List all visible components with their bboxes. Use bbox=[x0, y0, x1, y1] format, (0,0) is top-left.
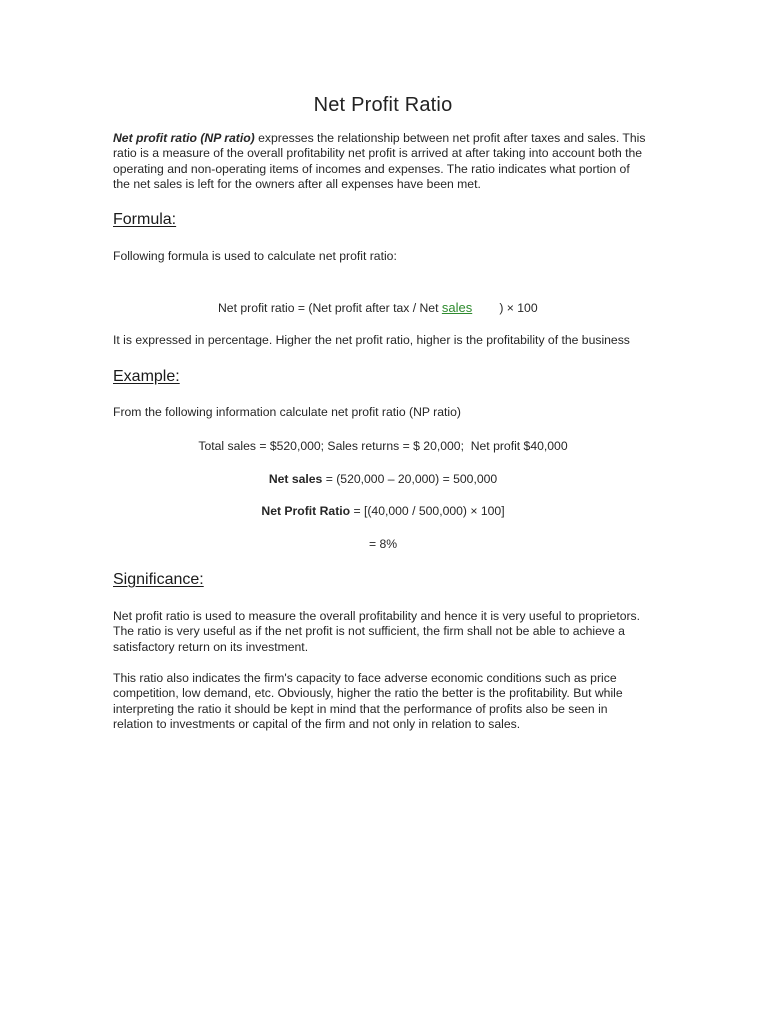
npr-result: = 8% bbox=[368, 537, 398, 551]
formula-heading: Formula: bbox=[113, 211, 177, 228]
significance-heading: Significance: bbox=[113, 571, 204, 588]
formula-note: It is expressed in percentage. Higher the net profit ratio, higher is the profitability of the business bbox=[113, 333, 630, 347]
npr-calculation bbox=[113, 504, 653, 519]
intro-text: expresses the relationship between net profit after taxes and sales. This ratio is a measure of the overall profitability net profit is arrived at after taking into account both the operating and non-operating items of incomes and expenses. The ratio indicates what portion of the net sales is left for the owners after all expenses have been met. bbox=[113, 131, 646, 192]
example-heading: Example: bbox=[113, 368, 180, 385]
npr-label: Net Profit Ratio bbox=[261, 504, 351, 518]
page-title: Net Profit Ratio bbox=[313, 94, 453, 116]
npr-value: = [(40,000 / 500,000) × 100] bbox=[350, 504, 505, 518]
formula-line bbox=[218, 300, 538, 316]
significance-paragraph-2: This ratio also indicates the firm's capacity to face adverse economic conditions such as price competition, low demand, etc. Obviously, higher the ratio the better is the profitability. But while interpreting the ratio it should be kept in mind that the performance of profits also be seen in relation to investments or capital of the firm and not only in relation to sales. bbox=[113, 671, 623, 732]
net-sales-label: Net sales bbox=[268, 472, 323, 486]
intro-paragraph bbox=[113, 131, 648, 193]
net-sales-calculation bbox=[113, 472, 653, 487]
formula-prefix: Net profit ratio = (Net profit after tax / Net bbox=[218, 301, 442, 315]
intro-lead-term: Net profit ratio (NP ratio) bbox=[113, 131, 255, 145]
formula-description: Following formula is used to calculate net profit ratio: bbox=[113, 249, 397, 263]
significance-paragraph-1: Net profit ratio is used to measure the overall profitability and hence it is very useful to proprietors. The ratio is very useful as if the net profit is not sufficient, the firm shall not be able to achieve a satisfactory return on its investment. bbox=[113, 609, 641, 654]
formula-suffix: ) × 100 bbox=[472, 301, 538, 315]
net-sales-value: = (520,000 – 20,000) = 500,000 bbox=[322, 472, 498, 486]
example-given-values: Total sales = $520,000; Sales returns = $ 20,000; Net profit $40,000 bbox=[198, 439, 568, 453]
sales-link[interactable]: sales bbox=[441, 300, 473, 315]
example-description: From the following information calculate net profit ratio (NP ratio) bbox=[113, 405, 461, 419]
